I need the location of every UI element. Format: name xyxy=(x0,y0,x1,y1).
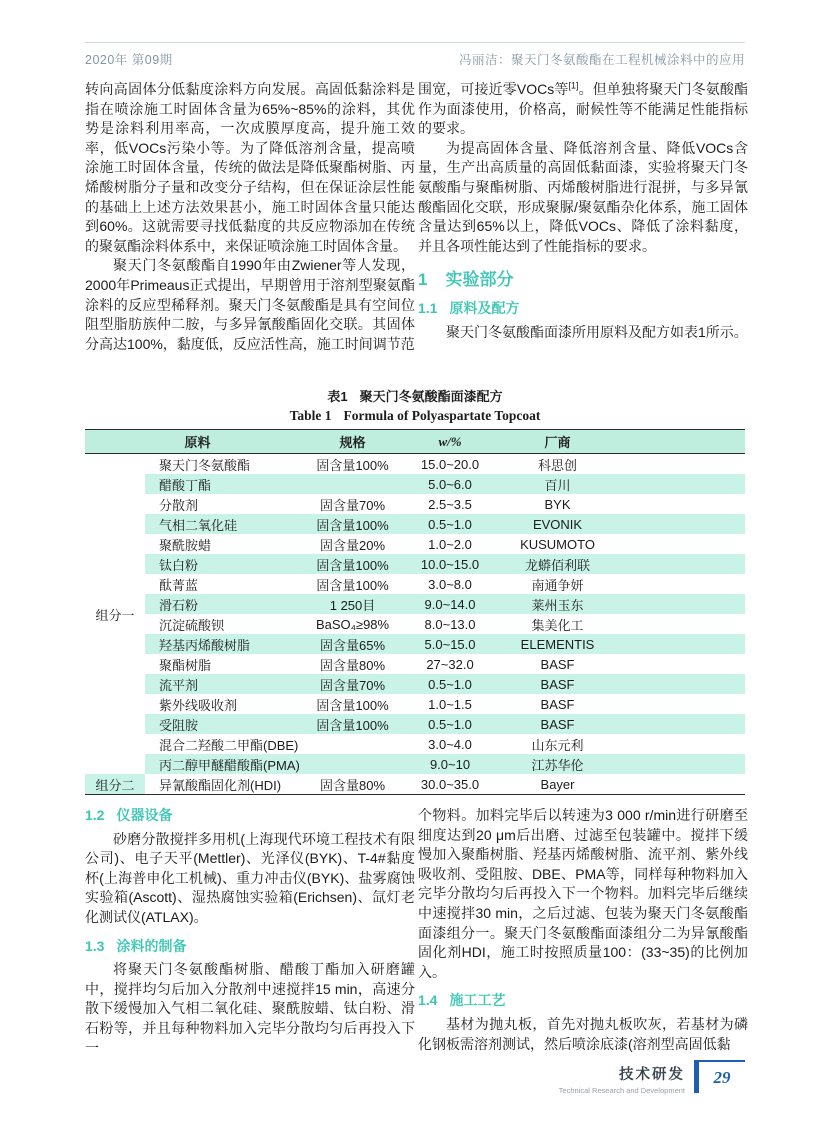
cell-filler xyxy=(610,494,745,514)
cell-vendor: KUSUMOTO xyxy=(520,536,595,552)
paragraph-text: 。但单独将聚天门冬氨酸酯作为面漆使用，价格高，耐候性等不能满足性能指标的要求。 xyxy=(418,81,749,137)
cell-filler xyxy=(610,594,745,614)
cell-filler xyxy=(610,614,745,634)
table-caption-cn xyxy=(85,386,745,405)
paragraph: 个物料。加料完毕后以转速为3 000 r/min进行研磨至细度达到20 μm后出磨、过滤至包装罐中。搅拌下缓慢加入聚酯树脂、羟基丙烯酸树脂、流平剂、紫外线吸收剂、受阻胺、DBE、PMA等，同样每种物料加入完毕分散均匀后再投入下一个物料。加料完毕后继续中速搅拌30 min，之后过滤、包装为聚天门冬氨酸酯面漆组分一。聚天门冬氨酸酯面漆组分二为异氰酸酯固化剂HDI，施工时按照质量100：(33~35)的比例加入。 xyxy=(418,807,748,980)
cell-w: 0.5~1.0 xyxy=(395,514,505,534)
table-row xyxy=(85,634,745,654)
cell-filler xyxy=(610,754,745,774)
reference-marker: [1] xyxy=(568,80,579,91)
cell-material: 气相二氧化硅 xyxy=(145,514,310,534)
cell-w: 15.0~20.0 xyxy=(420,456,480,472)
paragraph: 转向高固体分低黏度涂料方向发展。高固低黏涂料是指在喷涂施工时固体含量为65%~85%的涂料，其优势是涂料利用率高，一次成膜厚度高，提升施工效率，低VOCs污染小等。为了降低溶剂含量，提高喷涂施工时固体含量，传统的做法是降低聚酯树脂、丙烯酸树脂分子量和改变分子结构，但在保证涂层性能的基础上上述方法效果甚小，施工时固体含量只能达到60%。这就需要寻找低黏度的共反应物添加在传统的聚氨酯涂料体系中，来保证喷涂施工时固体含量。 xyxy=(85,81,415,254)
cell-material: 沉淀硫酸钡 xyxy=(159,617,225,633)
cell-filler xyxy=(610,554,745,574)
cell-vendor: 龙蟒佰利联 xyxy=(505,554,610,574)
column-header-w: w/% xyxy=(395,430,505,454)
footer-section-en: Technical Research and Development xyxy=(558,1086,685,1095)
cell-spec: 固含量100% xyxy=(316,697,389,713)
table-caption-text: 聚天门冬氨酸酯面漆配方 xyxy=(359,389,503,404)
cell-vendor: 山东元利 xyxy=(531,737,584,753)
cell-material: 醋酸丁酯 xyxy=(145,474,310,494)
section-number: 1 xyxy=(418,270,428,290)
table-row xyxy=(85,534,745,554)
group-label-cell: 组分二 xyxy=(85,774,145,795)
table-row xyxy=(85,754,745,774)
cell-filler xyxy=(610,674,745,694)
section-title: 仪器设备 xyxy=(116,807,173,823)
cell-vendor: 科思创 xyxy=(538,457,578,473)
column-upper-right xyxy=(418,80,748,342)
paragraph: 基材为抛丸板，首先对抛丸板吹灰，若基材为磷化钢板需溶剂测试，然后喷涂底漆(溶剂型高固低黏 xyxy=(418,1015,748,1052)
table-caption-number: Table 1 xyxy=(289,408,332,423)
column-lower-right xyxy=(418,806,748,1054)
table-row xyxy=(85,774,745,795)
cell-spec xyxy=(310,734,395,754)
cell-spec: 固含量100% xyxy=(310,554,395,574)
section-heading-1-4 xyxy=(418,991,748,1011)
cell-material: 丙二醇甲醚醋酸酯(PMA) xyxy=(145,754,310,774)
cell-material: 受阻胺 xyxy=(145,714,310,734)
cell-w: 5.0~6.0 xyxy=(395,474,505,494)
cell-material: 羟基丙烯酸树脂 xyxy=(145,634,310,654)
cell-vendor: 集美化工 xyxy=(531,617,584,633)
section-title: 原料及配方 xyxy=(449,299,520,316)
section-title: 施工工艺 xyxy=(449,992,506,1009)
cell-vendor: 莱州玉东 xyxy=(505,594,610,614)
cell-vendor: BASF xyxy=(505,714,610,734)
section-heading-1-2 xyxy=(85,806,415,826)
formula-table xyxy=(85,429,745,795)
section-title: 实验部分 xyxy=(445,270,514,290)
table-row xyxy=(85,554,745,574)
cell-vendor: EVONIK xyxy=(505,514,610,534)
cell-material: 聚酯树脂 xyxy=(159,657,212,673)
cell-vendor: BYK xyxy=(544,496,571,512)
paragraph: 将聚天门冬氨酸酯树脂、醋酸丁酯加入研磨罐中，搅拌均匀后加入分散剂中速搅拌15 min，高速分散下缓慢加入气相二氧化硅、聚酰胺蜡、钛白粉、滑石粉等，并且每种物料加入完毕分散均匀后再投入下一 xyxy=(85,961,415,1056)
cell-material: 聚酰胺蜡 xyxy=(159,537,212,553)
table-header-row xyxy=(85,430,745,454)
cell-spec: 固含量100% xyxy=(310,714,395,734)
cell-spec: 固含量20% xyxy=(320,537,386,553)
table-row xyxy=(85,494,745,514)
cell-w: 9.0~14.0 xyxy=(395,594,505,614)
cell-w: 2.5~3.5 xyxy=(428,496,472,512)
column-header-vendor: 厂商 xyxy=(505,430,610,454)
table-row xyxy=(85,674,745,694)
cell-w: 1.0~1.5 xyxy=(428,696,472,712)
table-row xyxy=(85,614,745,634)
cell-material: 钛白粉 xyxy=(145,554,310,574)
page-number: 29 xyxy=(713,1067,731,1087)
table-row xyxy=(85,714,745,734)
paragraph: 为提高固体含量、降低溶剂含量、降低VOCs含量，生产出高质量的高固低黏面漆，实验将聚天门冬氨酸酯与聚酯树脂、丙烯酸树脂进行混拼，与多异氰酸酯固化交联，形成聚脲/聚氨酯杂化体系，施工固体含量达到65%以上，降低VOCs、降低了涂料黏度，并且各项性能达到了性能指标的要求。 xyxy=(418,139,748,254)
cell-filler xyxy=(610,694,745,714)
footer-section-cn: 技术研发 xyxy=(619,1067,685,1083)
cell-material: 异氰酸酯固化剂(HDI) xyxy=(159,777,282,793)
table-row xyxy=(85,694,745,714)
cell-w: 1.0~2.0 xyxy=(428,536,472,552)
cell-w: 3.0~8.0 xyxy=(428,576,472,592)
cell-spec: 1 250目 xyxy=(310,594,395,614)
cell-w: 3.0~4.0 xyxy=(428,736,472,752)
group-label-cell: 组分一 xyxy=(85,454,145,775)
column-upper-left xyxy=(85,80,415,354)
section-number: 1.3 xyxy=(85,937,105,954)
cell-filler xyxy=(610,734,745,754)
table-caption-en xyxy=(85,408,745,424)
cell-spec: 固含量100% xyxy=(316,577,389,593)
cell-filler xyxy=(610,514,745,534)
cell-filler xyxy=(610,714,745,734)
footer-section xyxy=(559,1060,685,1095)
cell-spec: 固含量70% xyxy=(320,497,386,513)
paragraph xyxy=(418,80,748,139)
cell-material: 聚天门冬氨酸酯 xyxy=(159,457,251,473)
cell-material: 滑石粉 xyxy=(145,594,310,614)
section-number: 1.1 xyxy=(418,299,438,316)
table-row xyxy=(85,474,745,494)
cell-material: 流平剂 xyxy=(145,674,310,694)
page-number-box xyxy=(694,1060,745,1093)
column-lower-left xyxy=(85,806,415,1058)
cell-filler xyxy=(610,454,745,475)
running-head xyxy=(85,42,745,68)
table-row xyxy=(85,454,745,475)
cell-spec xyxy=(310,474,395,494)
table-block xyxy=(85,386,745,795)
cell-w: 10.0~15.0 xyxy=(395,554,505,574)
column-header-spec: 规格 xyxy=(310,430,395,454)
paragraph: 聚天门冬氨酸酯面漆所用原料及配方如表1所示。 xyxy=(446,323,748,340)
table-caption-number: 表1 xyxy=(327,389,348,404)
paragraph: 聚天门冬氨酸酯自1990年由Zwiener等人发现，2000年Primeaus正式提出，早期曾用于溶剂型聚氨酯涂料的反应型稀释剂。聚天门冬氨酸酯是具有空间位阻型脂肪族仲二胺，与多异氰酸酯固化交联。其固体分高达100%，黏度低，反应活性高，施工时间调节范 xyxy=(85,257,415,352)
table-row xyxy=(85,594,745,614)
section-title: 涂料的制备 xyxy=(116,937,187,954)
cell-w: 0.5~1.0 xyxy=(395,714,505,734)
cell-vendor: 江苏华伦 xyxy=(505,754,610,774)
cell-spec: BaSO₄≥98% xyxy=(315,616,390,632)
cell-vendor: ELEMENTIS xyxy=(505,634,610,654)
cell-material: 紫外线吸收剂 xyxy=(159,697,238,713)
cell-vendor: 百川 xyxy=(505,474,610,494)
section-heading-1 xyxy=(418,270,748,290)
issue-label: 2020年 第09期 xyxy=(85,53,173,67)
cell-w: 8.0~13.0 xyxy=(424,616,476,632)
cell-filler xyxy=(610,634,745,654)
cell-filler xyxy=(610,474,745,494)
cell-filler xyxy=(610,774,745,795)
cell-material: 混合二羟酸二甲酯(DBE) xyxy=(159,737,299,753)
running-title: 冯丽洁：聚天门冬氨酸酯在工程机械涂料中的应用 xyxy=(458,53,745,67)
cell-w: 9.0~10 xyxy=(395,754,505,774)
cell-w: 5.0~15.0 xyxy=(395,634,505,654)
cell-vendor: BASF xyxy=(505,674,610,694)
cell-w: 30.0~35.0 xyxy=(420,776,480,792)
paragraph: 砂磨分散搅拌多用机(上海现代环境工程技术有限公司)、电子天平(Mettler)、光泽仪(BYK)、T-4#黏度杯(上海普申化工机械)、重力冲击仪(BYK)、盐雾腐蚀实验箱(Ascott)、湿热腐蚀实验箱(Erichsen)、氙灯老化测试仪(ATLAX)。 xyxy=(85,830,415,925)
cell-spec: 固含量80% xyxy=(320,657,386,673)
cell-spec: 固含量80% xyxy=(320,777,386,793)
cell-filler xyxy=(610,534,745,554)
section-number: 1.2 xyxy=(85,807,105,823)
cell-vendor: Bayer xyxy=(540,776,575,792)
cell-spec xyxy=(310,754,395,774)
cell-spec: 固含量100% xyxy=(310,514,395,534)
cell-spec: 固含量70% xyxy=(310,674,395,694)
table-row xyxy=(85,514,745,534)
cell-w: 27~32.0 xyxy=(426,656,474,672)
cell-spec: 固含量100% xyxy=(316,457,389,473)
cell-w: 0.5~1.0 xyxy=(395,674,505,694)
section-heading-1-1 xyxy=(418,299,748,319)
table-caption-text: Formula of Polyaspartate Topcoat xyxy=(343,408,541,423)
cell-vendor: 南通争妍 xyxy=(531,577,584,593)
cell-filler xyxy=(610,574,745,594)
cell-material: 酞菁蓝 xyxy=(159,577,199,593)
page-footer xyxy=(559,1060,745,1095)
table-row xyxy=(85,654,745,674)
paragraph-text: 围宽，可接近零VOCs等 xyxy=(418,81,569,97)
cell-filler xyxy=(610,654,745,674)
column-header-material: 原料 xyxy=(85,430,310,454)
cell-vendor: BASF xyxy=(540,656,575,672)
column-header-filler xyxy=(610,430,745,454)
table-row xyxy=(85,574,745,594)
section-heading-1-3 xyxy=(85,937,415,957)
cell-material: 分散剂 xyxy=(159,497,199,513)
section-number: 1.4 xyxy=(418,992,438,1009)
cell-vendor: BASF xyxy=(540,696,575,712)
cell-spec: 固含量65% xyxy=(310,634,395,654)
table-row xyxy=(85,734,745,754)
